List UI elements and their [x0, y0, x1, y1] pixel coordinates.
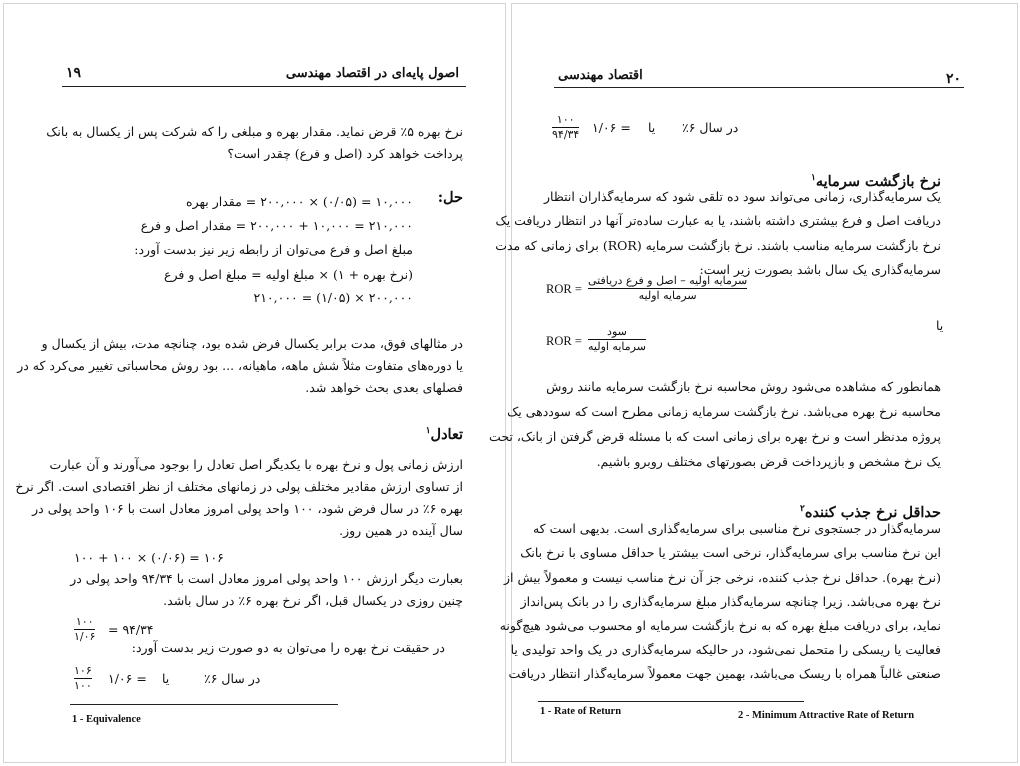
- text-line: پروژه مدنظر است و نرخ بهره برای زمانی است که با مسئله قرض گرفتن از بانک، تحت: [489, 429, 941, 444]
- text-line: در مثالهای فوق، مدت برابر یکسال فرض شده بود، چنانچه مدت، بیش از یکسال و: [41, 336, 463, 351]
- ror-label: ROR =: [546, 334, 582, 348]
- fraction-denominator: سرمایه اولیه: [638, 289, 697, 302]
- equation: ۱۰,۰۰۰ = (۰/۰۵) × ۲۰۰,۰۰۰ = مقدار بهره: [186, 194, 413, 209]
- fraction-numerator: ۱۰۰: [556, 113, 575, 126]
- equation: (نرخ بهره + ۱) × مبلغ اولیه = مبلغ اصل و فرع: [164, 267, 413, 282]
- text-line: سرمایه‌گذاری یک سال باشد بصورت زیر است:: [699, 262, 941, 277]
- fraction-denominator: ۹۴/۳۴: [552, 128, 580, 141]
- section-heading: [800, 501, 941, 521]
- page-number: ۱۹: [66, 65, 82, 81]
- running-header: اقتصاد مهندسی: [558, 68, 643, 83]
- text-line: نرخ بازگشت سرمایه مناسب باشند. نرخ بازگشت سرمایه (ROR) برای زمانی که مدت: [495, 238, 941, 253]
- header-rule: [554, 87, 964, 88]
- footnote-marker: ۱: [810, 173, 816, 183]
- text-line: مبلغ اصل و فرع می‌توان از رابطه زیر نیز بدست آورد:: [134, 242, 413, 257]
- or-word: یا: [648, 120, 656, 135]
- fraction-denominator: سرمایه اولیه: [588, 340, 646, 353]
- text-line: فصلهای بعدی بحث خواهد شد.: [305, 380, 463, 395]
- text-line: یک نرخ مشخص و بازپرداخت قرض بصورتهای مختلف روبرو باشیم.: [596, 454, 941, 469]
- fraction: [588, 275, 747, 302]
- fraction-denominator: ۱۰۰: [74, 679, 92, 692]
- text-line: پرداخت خواهد کرد (اصل و فرع) چقدر است؟: [227, 146, 463, 161]
- fraction-result: = ۹۴/۳۴: [108, 622, 154, 637]
- left-page: [3, 3, 506, 763]
- text-line: بهره ۶٪ در سال فرض شود، ۱۰۰ واحد پولی امروز معادل است با ۱۰۶ واحد پولی در: [32, 501, 463, 516]
- solution-label: حل:: [437, 189, 463, 206]
- text-line: یا دوره‌های متفاوت مثلاً شش ماهه، ماهیانه، ... بود روش محاسباتی تغییر می‌کرد که در: [17, 358, 463, 373]
- text-line: این نرخ مناسب برای سرمایه‌گذار، نرخی است بیشتر یا حداقل مساوی با نرخ بانک: [520, 545, 941, 560]
- text-line: از تساوی ارزش مقادیر مختلف پولی در زمانهای مختلف از نظر اقتصادی است. اگر نرخ: [15, 479, 463, 494]
- running-header: اصول پایه‌ای در اقتصاد مهندسی: [285, 66, 459, 81]
- fraction: [552, 114, 579, 141]
- rate-label: در سال ۶٪: [682, 120, 739, 135]
- equation: ۱۰۶ = (۰/۰۶) × ۱۰۰ + ۱۰۰: [74, 550, 224, 565]
- text-line: نماید، برای دریافت مبلغ بهره که به نرخ بازگشت سرمایه او محسوب می‌شود هیچ‌گونه: [499, 618, 941, 633]
- text-line: سال آینده در همین روز.: [339, 523, 463, 538]
- text-line: صنعتی غالباً همراه با ریسک می‌باشد، بهمین جهت معمولاً سرمایه‌گذار انتظار دریافت: [508, 666, 941, 681]
- footnote-rule: [70, 704, 338, 705]
- equation: ۱/۰۶ =: [592, 120, 631, 135]
- text-line: فعالیت یا ریسکی را متحمل نمی‌شود، در حالیکه سرمایه‌گذاری در یک واحد تولیدی یا: [510, 642, 941, 657]
- text-line: (نرخ بهره). حداقل نرخ جذب کننده، نرخی جز آن نرخ مناسب نیست و معمولاً بیش از: [503, 570, 941, 585]
- fraction-denominator: ۱/۰۶: [74, 630, 96, 643]
- text-line: سرمایه‌گذار در جستجوی نرخ مناسبی برای سرمایه‌گذاری است. بدیهی است که: [532, 521, 941, 536]
- text-line: دریافت اصل و فرع بیشتری داشته باشند، یا به عبارت ساده‌تر آنها در انتظار دریافت یک: [495, 213, 941, 228]
- equation: ۲۰۰,۰۰۰ × (۱/۰۵) = ۲۱۰,۰۰۰: [253, 290, 413, 305]
- or-word: یا: [936, 318, 944, 333]
- footnote: 1 - Rate of Return: [540, 706, 622, 717]
- text-line: در حقیقت نرخ بهره را می‌توان به دو صورت زیر بدست آورد:: [131, 640, 445, 655]
- section-heading: [426, 423, 463, 443]
- text-line: نرخ بهره ۵٪ قرض نماید. مقدار بهره و مبلغی را که شرکت پس از یکسال به بانک: [46, 124, 463, 139]
- heading-text: حداقل نرخ جذب کننده: [804, 503, 941, 521]
- footnote-marker: ۱: [425, 426, 431, 436]
- footnote-marker: ۲: [800, 504, 805, 514]
- page-number: ۲۰: [945, 71, 961, 87]
- heading-text: نرخ بازگشت سرمایه: [815, 172, 941, 190]
- text-line: چنین روزی در یکسال قبل، اگر نرخ بهره ۶٪ در سال باشد.: [163, 593, 463, 608]
- text-line: یک سرمایه‌گذاری، زمانی می‌تواند سود ده تلقی شود که سرمایه‌گذاران انتظار: [544, 189, 941, 204]
- fraction: [74, 616, 95, 643]
- fraction-numerator: سود: [607, 325, 627, 338]
- or-word: یا: [162, 671, 170, 686]
- text-line: همانطور که مشاهده می‌شود روش محاسبه نرخ بازگشت سرمایه مانند روش: [546, 379, 941, 394]
- footnote-rule: [538, 701, 804, 702]
- fraction: [74, 665, 92, 692]
- fraction: [588, 326, 646, 353]
- text-line: نرخ بهره می‌باشد. زیرا چنانچه سرمایه‌گذار مبلغ سرمایه‌گذاری را در بانک پس‌انداز: [520, 594, 941, 609]
- right-page: [489, 3, 1018, 763]
- rate-label: در سال ۶٪: [204, 671, 261, 686]
- header-rule: [62, 86, 466, 87]
- fraction-numerator: سرمایه اولیه – اصل و فرع دریافتی: [588, 274, 748, 287]
- text-line: محاسبه نرخ بهره می‌باشد. نرخ بازگشت سرمایه زمانی مطرح است که سوددهی یک: [507, 404, 941, 419]
- footnote: 1 - Equivalence: [72, 714, 141, 725]
- equation: ۱/۰۶ =: [108, 671, 147, 686]
- text-line: بعبارت دیگر ارزش ۱۰۰ واحد پولی امروز معادل است با ۹۴/۳۴ واحد پولی در: [70, 571, 463, 586]
- heading-text: تعادل: [430, 425, 463, 443]
- footnote: 2 - Minimum Attractive Rate of Return: [738, 710, 915, 721]
- text-line: ارزش زمانی پول و نرخ بهره با یکدیگر اصل تعادل را بوجود می‌آورند و آن عبارت: [49, 457, 463, 472]
- fraction-numerator: ۱۰۰: [75, 615, 94, 628]
- equation: ۲۱۰,۰۰۰ = ۱۰,۰۰۰ + ۲۰۰,۰۰۰ = مقدار اصل و فرع: [140, 218, 413, 233]
- ror-label: ROR =: [546, 282, 582, 296]
- fraction-numerator: ۱۰۶: [74, 664, 92, 677]
- section-heading: [811, 170, 941, 190]
